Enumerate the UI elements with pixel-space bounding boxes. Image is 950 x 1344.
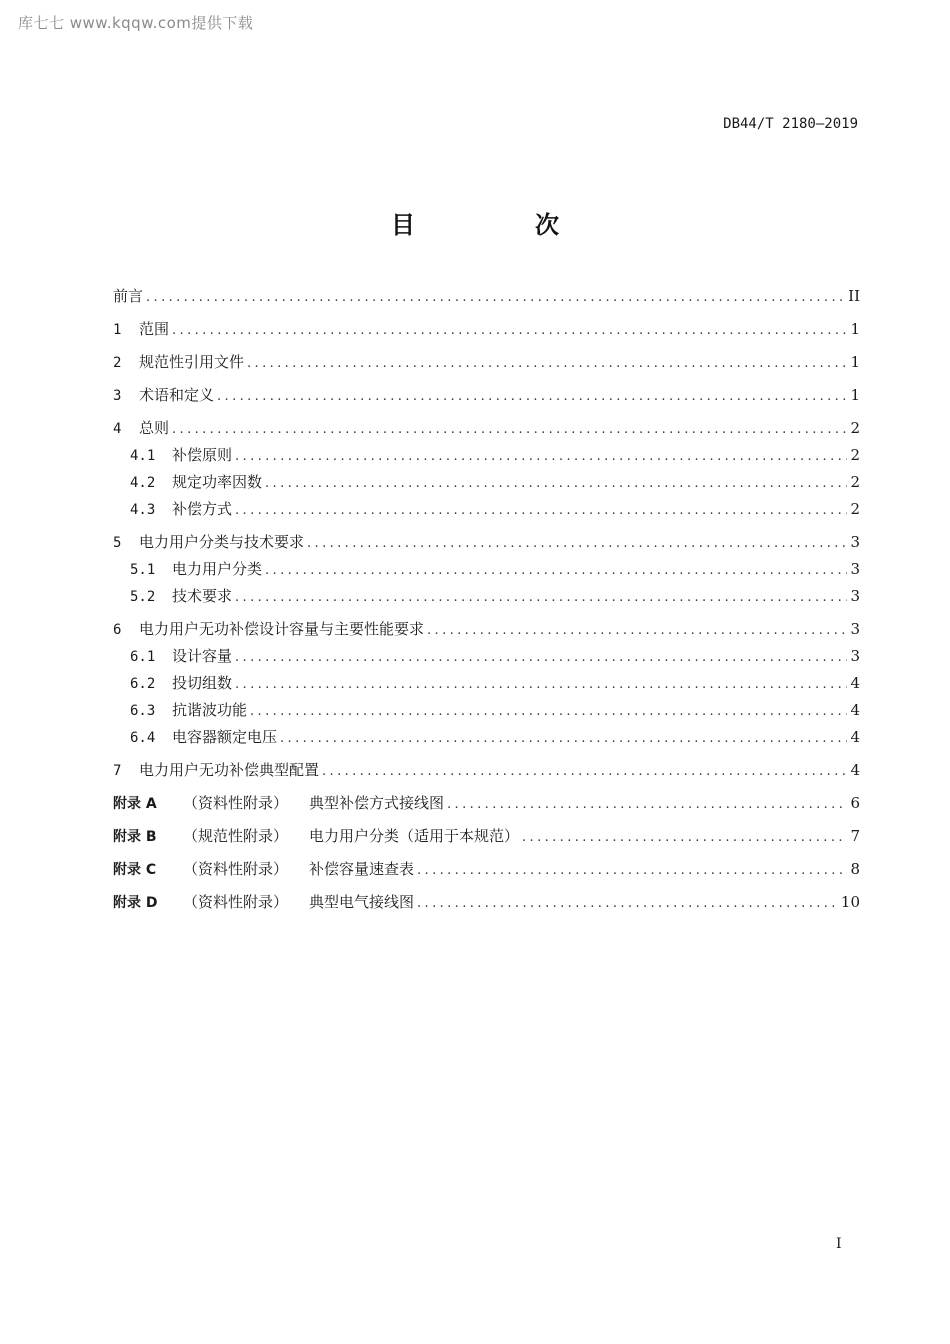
toc-number: 5.1 (130, 562, 156, 578)
appendix-label: 附录 C (113, 862, 157, 878)
toc-page: 3 (850, 587, 860, 605)
toc-entry-appendix-a[interactable] (113, 793, 860, 815)
toc-label: 技术要求 (172, 587, 233, 605)
toc-page: II (848, 287, 860, 305)
toc-page: 1 (850, 320, 860, 338)
toc-label: 电力用户无功补偿设计容量与主要性能要求 (139, 620, 425, 638)
toc-label: 补偿原则 (172, 446, 233, 464)
toc-entry-section-6-2[interactable] (113, 673, 860, 695)
toc-leader (522, 828, 847, 848)
page-title: 目 次 (391, 211, 607, 239)
toc-entry-appendix-b[interactable] (113, 826, 860, 848)
toc-label: 电容器额定电压 (172, 728, 278, 746)
toc-leader (172, 420, 847, 440)
toc-label: 术语和定义 (139, 386, 215, 404)
toc-number: 4.3 (130, 502, 156, 518)
toc-page: 7 (850, 827, 860, 845)
toc-leader (235, 588, 847, 608)
toc-entry-section-6-4[interactable] (113, 727, 860, 749)
toc-leader (217, 387, 847, 407)
toc-number: 2 (113, 355, 122, 371)
toc-page: 8 (850, 860, 860, 878)
toc-label: 电力用户分类与技术要求 (139, 533, 305, 551)
toc-page: 2 (850, 446, 860, 464)
toc-entry-section-5-1[interactable] (113, 559, 860, 581)
toc-entry-section-2[interactable] (113, 352, 860, 374)
appendix-label: 附录 B (113, 829, 157, 845)
toc-entry-section-6[interactable] (113, 619, 860, 641)
toc-page: 3 (850, 647, 860, 665)
toc-label: 前言 (113, 287, 144, 305)
toc-label: 典型电气接线图 (309, 893, 415, 911)
toc-leader (322, 762, 847, 782)
toc-leader (417, 894, 838, 914)
toc-entry-section-3[interactable] (113, 385, 860, 407)
toc-page: 6 (850, 794, 860, 812)
toc-entry-section-1[interactable] (113, 319, 860, 341)
toc-page: 2 (850, 500, 860, 518)
toc-entry-section-4-2[interactable] (113, 472, 860, 494)
toc-entry-section-4-3[interactable] (113, 499, 860, 521)
toc-number: 6.4 (130, 730, 156, 746)
toc-page: 3 (850, 620, 860, 638)
toc-entry-section-6-1[interactable] (113, 646, 860, 668)
toc-entry-section-4[interactable] (113, 418, 860, 440)
toc-entry-section-7[interactable] (113, 760, 860, 782)
toc-leader (235, 675, 847, 695)
toc-leader (235, 648, 847, 668)
toc-number: 6 (113, 622, 122, 638)
appendix-type: （资料性附录） (183, 860, 289, 878)
document-code: DB44/T 2180—2019 (723, 116, 858, 132)
toc-number: 3 (113, 388, 122, 404)
toc-number: 6.2 (130, 676, 156, 692)
toc-leader (265, 474, 847, 494)
toc-page: 4 (850, 674, 860, 692)
toc-label: 电力用户分类 (172, 560, 263, 578)
appendix-type: （资料性附录） (183, 893, 289, 911)
appendix-type: （规范性附录） (183, 827, 289, 845)
toc-leader (417, 861, 847, 881)
toc-page: 2 (850, 419, 860, 437)
toc-label: 范围 (139, 320, 170, 338)
toc-page: 4 (850, 701, 860, 719)
toc-page: 2 (850, 473, 860, 491)
toc-label: 设计容量 (172, 647, 233, 665)
toc-page: 10 (840, 893, 860, 911)
page-number: I (836, 1236, 842, 1252)
toc-label: 抗谐波功能 (172, 701, 248, 719)
toc-leader (447, 795, 847, 815)
toc-number: 6.1 (130, 649, 156, 665)
toc-entry-appendix-c[interactable] (113, 859, 860, 881)
toc-number: 4.2 (130, 475, 156, 491)
toc-label: 补偿方式 (172, 500, 233, 518)
toc-number: 6.3 (130, 703, 156, 719)
toc-entry-section-5-2[interactable] (113, 586, 860, 608)
toc-leader (146, 288, 845, 308)
toc-leader (172, 321, 847, 341)
toc-entry-appendix-d[interactable] (113, 892, 860, 914)
toc-label: 电力用户分类（适用于本规范） (309, 827, 520, 845)
toc-page: 3 (850, 533, 860, 551)
toc-label: 投切组数 (172, 674, 233, 692)
toc-leader (280, 729, 847, 749)
toc-label: 规范性引用文件 (139, 353, 245, 371)
toc-label: 典型补偿方式接线图 (309, 794, 445, 812)
toc-label: 电力用户无功补偿典型配置 (139, 761, 320, 779)
toc-entry-section-5[interactable] (113, 532, 860, 554)
toc-page: 4 (850, 728, 860, 746)
toc-leader (235, 447, 847, 467)
toc-leader (247, 354, 847, 374)
appendix-label: 附录 D (113, 895, 158, 911)
toc-leader (307, 534, 847, 554)
toc-page: 1 (850, 353, 860, 371)
appendix-label: 附录 A (113, 796, 157, 812)
toc-number: 5 (113, 535, 122, 551)
toc-number: 7 (113, 763, 122, 779)
toc-entry-section-6-3[interactable] (113, 700, 860, 722)
toc-number: 4.1 (130, 448, 156, 464)
toc-label: 补偿容量速查表 (309, 860, 415, 878)
toc-entry-section-4-1[interactable] (113, 445, 860, 467)
table-of-contents (113, 286, 860, 914)
watermark-text: 库七七 www.kqqw.com提供下载 (18, 14, 254, 32)
toc-leader (250, 702, 847, 722)
toc-number: 4 (113, 421, 122, 437)
toc-leader (235, 501, 847, 521)
toc-leader (427, 621, 847, 641)
toc-label: 规定功率因数 (172, 473, 263, 491)
toc-page: 3 (850, 560, 860, 578)
toc-label: 总则 (139, 419, 170, 437)
toc-leader (265, 561, 847, 581)
appendix-type: （资料性附录） (183, 794, 289, 812)
toc-page: 4 (850, 761, 860, 779)
toc-number: 1 (113, 322, 122, 338)
toc-number: 5.2 (130, 589, 156, 605)
toc-entry-foreword[interactable] (113, 286, 860, 308)
toc-page: 1 (850, 386, 860, 404)
